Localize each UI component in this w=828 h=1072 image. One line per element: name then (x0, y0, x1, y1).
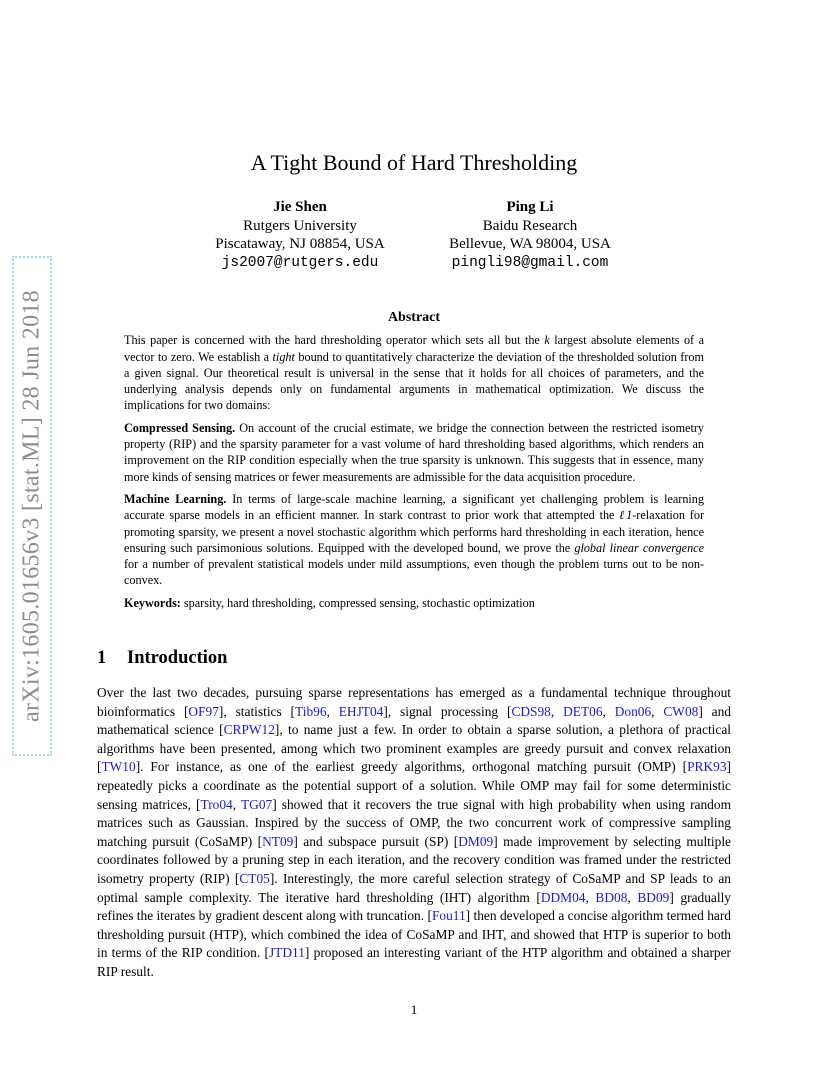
citation-link[interactable]: Don06 (614, 703, 652, 719)
text-run: , (550, 703, 564, 719)
text-run: , (326, 703, 339, 719)
author-block-1 (200, 198, 400, 272)
text-run: ], to name just a few. In order to obtain a sparse solution, a plethora of practical algorithms have been presented, among which two prominent examples are greedy pursuit and convex relaxation [ (97, 722, 731, 775)
text-run: , (627, 889, 638, 905)
citation-link[interactable]: Fou11 (431, 908, 466, 924)
keywords-label: Keywords: (124, 595, 181, 610)
abstract-heading: Abstract (387, 310, 441, 325)
citation-link[interactable]: DDM04 (540, 889, 586, 905)
text-run: This paper is concerned with the hard thresholding operator which sets all but the (124, 333, 545, 348)
text-run: ]. Interestingly, the more careful selection strategy of CoSaMP and SP leads to an optimal sample complexity. The iterative hard thresholding (IHT) algorithm [ (97, 870, 731, 905)
text-run: for a number of prevalent statistical models under mild assumptions, even though the problem turns out to be non-convex. (124, 557, 704, 588)
text-run: , (651, 703, 664, 719)
abstract-paragraph-machine-learning (124, 491, 704, 589)
citation-link[interactable]: Tro04 (200, 796, 233, 812)
paragraph-lead: Compressed Sensing. (124, 420, 236, 435)
citation-link[interactable]: CDS98 (511, 703, 551, 719)
citation-link[interactable]: OF97 (188, 703, 219, 719)
text-run: ], statistics [ (218, 703, 296, 719)
citation-link[interactable]: DET06 (563, 703, 603, 719)
emphasis-tight: tight (272, 349, 295, 364)
author-block-2 (430, 198, 630, 272)
text-run: ] made improvement by selecting multiple coordinates followed by a pruning step in each iteration, and the recovery condition was framed under the restricted isometry property (RIP) [ (97, 833, 731, 886)
text-run: ] showed that it recovers the true signal with high probability when using random matrices such as Gaussian. Inspired by the success of OMP, the two concurrent work of compressive sampling matching pursuit (CoSaMP) [ (97, 796, 731, 849)
keywords (124, 595, 704, 611)
abstract (124, 310, 704, 617)
text-run: ], signal processing [ (383, 703, 512, 719)
citation-link[interactable]: CRPW12 (223, 722, 275, 738)
author-name: Ping Li (506, 199, 554, 215)
arxiv-identifier-stamp[interactable] (12, 256, 52, 756)
citation-link[interactable]: BD09 (637, 889, 670, 905)
author-affiliation: Baidu Research (482, 217, 578, 234)
paper-title: A Tight Bound of Hard Thresholding (250, 150, 578, 175)
text-run: ] gradually refines the iterates by gradient descent along with truncation. [ (97, 889, 731, 924)
author-address: Piscataway, NJ 08854, USA (215, 236, 385, 252)
text-run: In terms of large-scale machine learning, a significant yet challenging problem is learning accurate sparse models in an efficient manner. In stark contrast to prior work that attempted the (124, 491, 704, 523)
citation-link[interactable]: PRK93 (687, 759, 727, 775)
text-run: largest absolute elements of a vector to zero. We establish a (124, 333, 705, 364)
citation-link[interactable]: NT09 (262, 833, 294, 849)
arxiv-identifier-text: arXiv:1605.01656v3 [stat.ML] 28 Jun 2018 (18, 290, 45, 722)
citation-link[interactable]: JTD11 (268, 945, 305, 961)
math-k: k (544, 333, 550, 348)
text-run: Over the last two decades, pursuing sparse representations has emerged as a fundamental technique throughout bioinformatics [ (97, 685, 731, 719)
text-run: ] then developed a concise algorithm termed hard thresholding pursuit (HTP), which combined the idea of CoSaMP and IHT, and showed that HTP is superior to both in terms of the RIP condition. [ (97, 908, 731, 961)
text-run: , (232, 796, 241, 812)
text-run: ] proposed an interesting variant of the HTP algorithm and obtained a sharper RIP result. (97, 945, 732, 979)
text-run: ] repeatedly picks a coordinate as the potential support of a solution. While OMP may fail for some deterministic sensing matrices, [ (97, 759, 731, 812)
text-run: ] and mathematical science [ (97, 703, 731, 738)
citation-link[interactable]: DM09 (458, 833, 494, 849)
author-email[interactable]: js2007@rutgers.edu (221, 254, 379, 271)
citation-link[interactable]: Tib96 (295, 703, 327, 719)
text-run: ]. For instance, as one of the earliest greedy algorithms, orthogonal matching pursuit (OMP) [ (135, 759, 688, 775)
page-number: 1 (410, 1002, 418, 1017)
citation-link[interactable]: BD08 (595, 889, 628, 905)
text-run: ] and subspace pursuit (SP) [ (293, 833, 459, 849)
paragraph-lead: Machine Learning. (124, 491, 227, 506)
abstract-paragraph-main (124, 332, 704, 413)
text-run: bound to quantitatively characterize the deviation of the thresholded solution from a given signal. Our theoretical result is universal in the sense that it holds for all choices of parameters, and the underlying analysis depends only on fundamental arguments in mathematical optimization. We discuss the implications for two domains: (124, 349, 704, 413)
author-email[interactable]: pingli98@gmail.com (451, 254, 609, 271)
section-heading (97, 648, 227, 669)
text-run: On account of the crucial estimate, we bridge the connection between the restricted isometry property (RIP) and the sparsity parameter for a vast volume of hard thresholding based algorithms, which renders an improvement on the RIP condition especially when the true sparsity is unknown. This suggests that in essence, many more kinds of sensing matrices or fewer measurements are admissible for the data acquisition procedure. (124, 420, 704, 484)
author-affiliation: Rutgers University (243, 217, 357, 234)
citation-link[interactable]: CW08 (663, 703, 699, 719)
citation-link[interactable]: TG07 (240, 796, 273, 812)
citation-link[interactable]: EHJT04 (338, 703, 384, 719)
text-run: , (585, 889, 596, 905)
section-number: 1 (97, 648, 107, 668)
keywords-list: sparsity, hard thresholding, compressed sensing, stochastic optimization (180, 595, 535, 610)
section-title: Introduction (127, 648, 228, 668)
math-l1: ℓ1 (619, 508, 633, 523)
introduction-paragraph (97, 684, 731, 982)
text-run: -relaxation for promoting sparsity, we present a novel stochastic algorithm which performs hard thresholding in each iteration, hence ensuring such parsimonious solutions. Equipped with the developed bound, we prove the (124, 508, 705, 555)
citation-link[interactable]: TW10 (101, 759, 136, 775)
emphasis-global-linear-convergence: global linear convergence (574, 540, 705, 555)
abstract-paragraph-compressed-sensing (124, 420, 704, 485)
citation-link[interactable]: CT05 (239, 870, 270, 886)
author-name: Jie Shen (273, 199, 327, 215)
author-address: Bellevue, WA 98004, USA (449, 236, 611, 252)
text-run: , (602, 703, 615, 719)
